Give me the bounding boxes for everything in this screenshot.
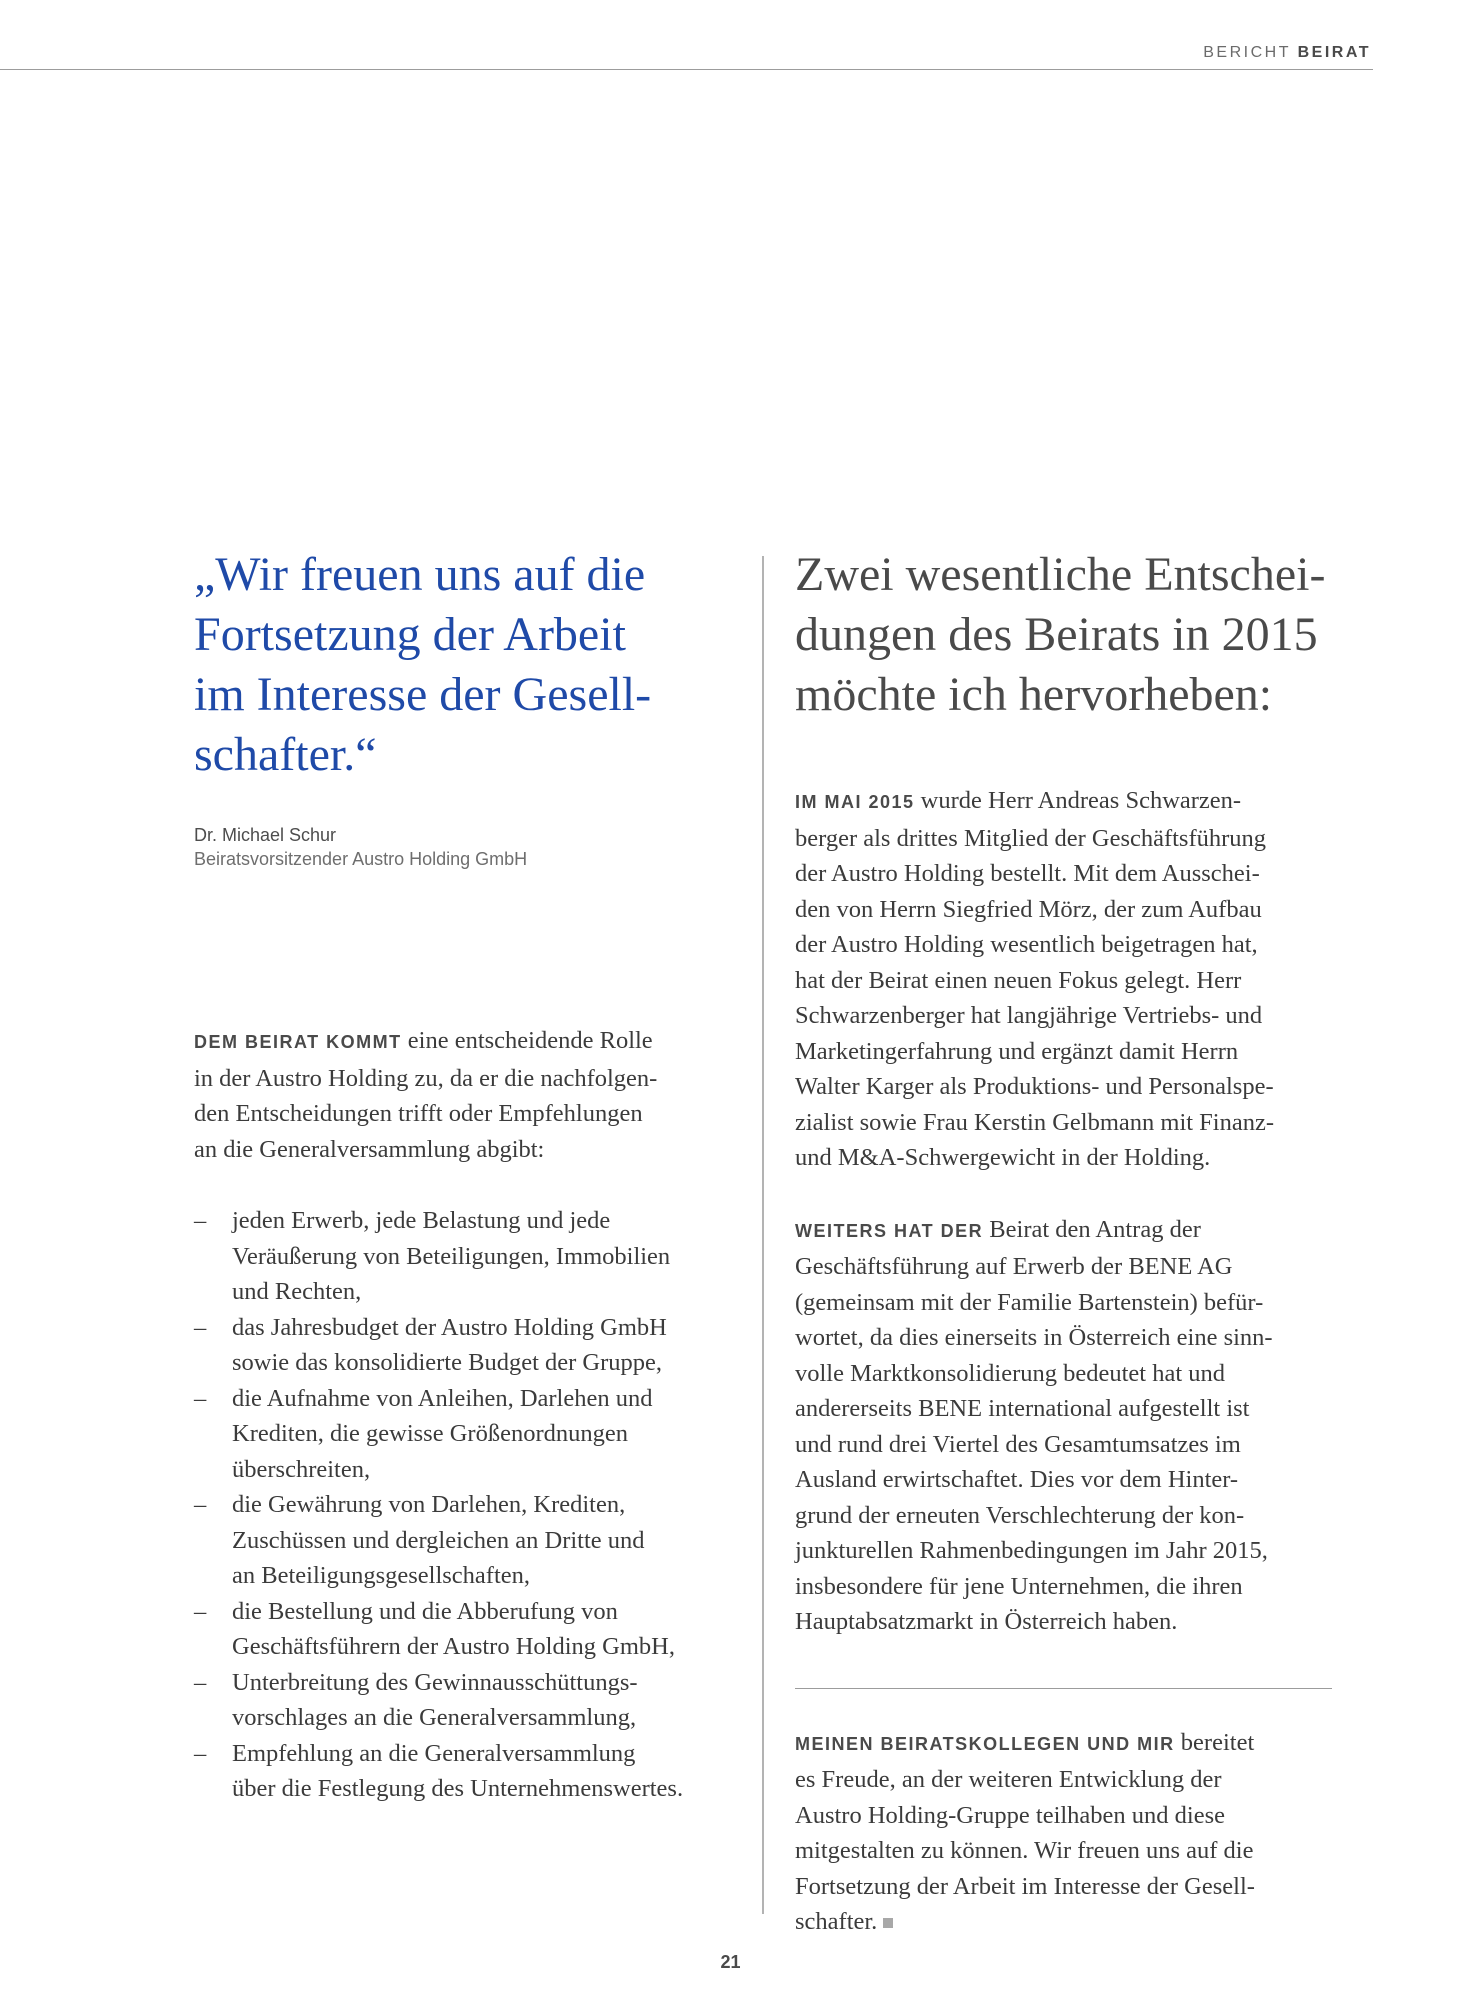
list-item: – das Jahresbudget der Austro Holding GmbH sowie das konsolidierte Budget der Gruppe, <box>194 1310 754 1381</box>
dash-bullet: – <box>194 1207 207 1234</box>
list-item: – die Gewährung von Darlehen, Krediten, Zuschüssen und dergleichen an Dritte und an Beteiligungsgesellschaften, <box>194 1487 754 1594</box>
quote-line: im Interesse der Gesell- <box>194 668 652 721</box>
list-item: – die Aufnahme von Anleihen, Darlehen und Krediten, die gewisse Größenordnungen überschreiten, <box>194 1381 754 1488</box>
section-headline: Zwei wesentliche Entschei- dungen des Beirats in 2015 möchte ich hervorheben: <box>795 548 1326 721</box>
list-item: – die Bestellung und die Abberufung von Geschäftsführern der Austro Holding GmbH, <box>194 1594 754 1665</box>
dash-bullet: – <box>194 1668 207 1696</box>
paragraph-lead: DEM BEIRAT KOMMT <box>194 1032 402 1052</box>
quote-line: „Wir freuen uns auf die <box>194 548 646 601</box>
column-divider <box>762 556 764 1914</box>
header-section-bold: BEIRAT <box>1297 44 1371 61</box>
dash-bullet: – <box>194 1739 207 1767</box>
header-section: BERICHT <box>1203 44 1291 61</box>
responsibilities-list <box>194 1203 754 1807</box>
quote-line: Fortsetzung der Arbeit <box>194 608 626 661</box>
paragraph-lead: MEINEN BEIRATSKOLLEGEN UND MIR <box>795 1733 1175 1754</box>
dash-bullet: – <box>194 1597 207 1625</box>
dash-bullet: – <box>194 1313 207 1341</box>
paragraph-lead: WEITERS HAT DER <box>795 1220 984 1241</box>
intro-paragraph: DEM BEIRAT KOMMT eine entscheidende Rolle in der Austro Holding zu, da er die nachfolgen- den Entscheidungen trifft oder Empfehlungen an die Generalversammlung abgibt: <box>194 1027 658 1163</box>
section-rule <box>795 1688 1332 1689</box>
header-rule <box>0 69 1373 70</box>
dash-bullet: – <box>194 1384 207 1412</box>
paragraph-acquisition: WEITERS HAT DER Beirat den Antrag der Geschäftsführung auf Erwerb der BENE AG (gemeinsam mit der Familie Bartenstein) befür- wortet, da dies einerseits in Österreich eine sinn- volle Marktkonsolidierung bedeutet hat und andererseits BENE international aufgestellt ist und rund drei Viertel des Gesamtumsatzes im Ausland erwirtschaftet. Dies vor dem Hinter- grund der erneuten Verschlechterung der kon- junkturellen Rahmenbedingungen im Jahr 2015, insbesondere für jene Unternehmen, die ihren Hauptabsatzmarkt in Österreich haben. <box>795 1215 1273 1635</box>
dash-bullet: – <box>194 1491 207 1518</box>
quote-line: schafter.“ <box>194 728 377 781</box>
page-number: 21 <box>720 1952 741 1972</box>
paragraph-closing: MEINEN BEIRATSKOLLEGEN UND MIR bereitet es Freude, an der weiteren Entwicklung der Austro Holding-Gruppe teilhaben und diese mitgestalten zu können. Wir freuen uns auf die Fortsetzung der Arbeit im Interesse der Gesell- schafter. <box>795 1728 1255 1935</box>
running-header <box>1203 44 1371 62</box>
left-column <box>194 545 754 1807</box>
list-item: – jeden Erwerb, jede Belastung und jede Veräußerung von Beteiligungen, Immobilien und Rechten, <box>194 1203 754 1310</box>
end-square-icon <box>883 1918 893 1928</box>
pull-quote <box>194 545 754 785</box>
right-column <box>795 545 1335 1940</box>
author-name: Dr. Michael Schur <box>194 825 337 845</box>
list-item: – Empfehlung an die Generalversammlung über die Festlegung des Unternehmenswertes. <box>194 1736 754 1807</box>
paragraph-management: IM MAI 2015 wurde Herr Andreas Schwarzen- berger als drittes Mitglied der Geschäftsführung der Austro Holding bestellt. Mit dem Ausschei- den von Herrn Siegfried Mörz, der zum Aufbau der Austro Holding wesentlich beigetragen hat, hat der Beirat einen neuen Fokus gelegt. Herr Schwarzenberger hat langjährige Vertriebs- und Marketingerfahrung und ergänzt damit Herrn Walter Karger als Produktions- und Personalspe- zialist sowie Frau Kerstin Gelbmann mit Finanz- und M&A-Schwergewicht in der Holding. <box>795 787 1275 1171</box>
author-title: Beiratsvorsitzender Austro Holding GmbH <box>194 849 528 869</box>
list-item: – Unterbreitung des Gewinnausschüttungs- vorschlages an die Generalversammlung, <box>194 1665 754 1736</box>
paragraph-lead: IM MAI 2015 <box>795 792 915 812</box>
